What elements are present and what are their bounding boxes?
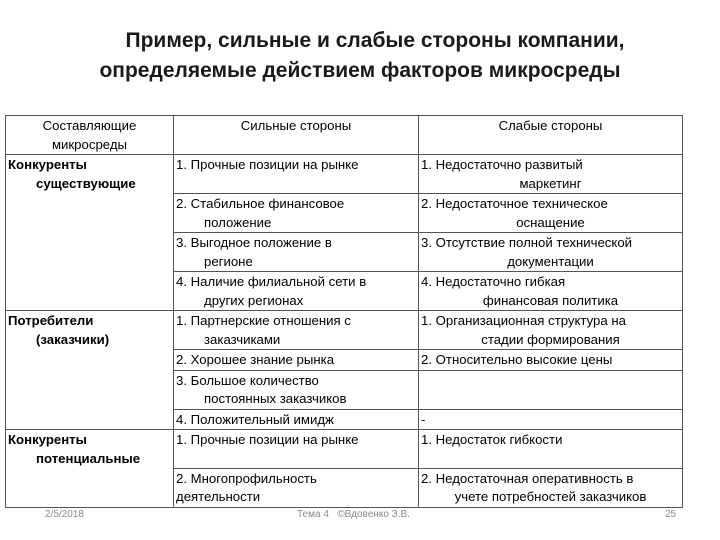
footer-page-number: 25 (665, 509, 677, 520)
table-row (6, 233, 683, 272)
group-label: Конкуренты существующие (6, 155, 174, 194)
weakness-cell: 1. Недостаток гибкости (419, 430, 683, 469)
strength-cell: 1. Прочные позиции на рынке (174, 430, 419, 469)
weakness-cell: 1. Недостаточно развитый маркетинг (419, 155, 683, 194)
footer-topic: Тема 4 ©Вдовенко З.В. (297, 509, 410, 520)
strength-cell: 3. Большое количество постоянных заказчиков (174, 370, 419, 409)
header-weaknesses: Слабые стороны (419, 116, 683, 155)
title-line-2: определяемые действием факторов микросреды (99, 59, 621, 82)
header-strengths: Сильные стороны (174, 116, 419, 155)
table-row (6, 430, 683, 469)
weakness-cell: - (419, 409, 683, 430)
swot-table (5, 115, 683, 508)
strength-cell: 1. Прочные позиции на рынке (174, 155, 419, 194)
strength-cell: 2. Хорошее знание рынка (174, 350, 419, 371)
table-row (6, 370, 683, 409)
table-row (6, 155, 683, 194)
weakness-cell: 3. Отсутствие полной технической документации (419, 233, 683, 272)
weakness-cell: 2. Относительно высокие цены (419, 350, 683, 371)
weakness-cell (419, 370, 683, 409)
table-row (6, 350, 683, 371)
strength-cell: 4. Положительный имидж (174, 409, 419, 430)
weakness-cell: 4. Недостаточно гибкая финансовая политика (419, 272, 683, 311)
slide-title (0, 26, 720, 86)
group-label: Потребители (заказчики) (6, 311, 174, 350)
table-row (6, 468, 683, 507)
table-row (6, 311, 683, 350)
title-line-1: Пример, сильные и слабые стороны компании, (125, 29, 625, 52)
header-components: Составляющие микросреды (6, 116, 174, 155)
footer-date: 2/5/2018 (45, 509, 84, 520)
strength-cell: 3. Выгодное положение в регионе (174, 233, 419, 272)
strength-cell: 1. Партнерские отношения с заказчиками (174, 311, 419, 350)
strength-cell: 2. Стабильное финансовое положение (174, 194, 419, 233)
group-label: Конкуренты потенциальные (6, 430, 174, 469)
weakness-cell: 2. Недостаточное техническое оснащение (419, 194, 683, 233)
table-row (6, 194, 683, 233)
strength-cell: 2. Многопрофильность деятельности (174, 468, 419, 507)
weakness-cell: 2. Недостаточная оперативность в учете потребностей заказчиков (419, 468, 683, 507)
weakness-cell: 1. Организационная структура на стадии формирования (419, 311, 683, 350)
table-row (6, 409, 683, 430)
table-row (6, 272, 683, 311)
table-header-row (6, 116, 683, 155)
strength-cell: 4. Наличие филиальной сети в других регионах (174, 272, 419, 311)
